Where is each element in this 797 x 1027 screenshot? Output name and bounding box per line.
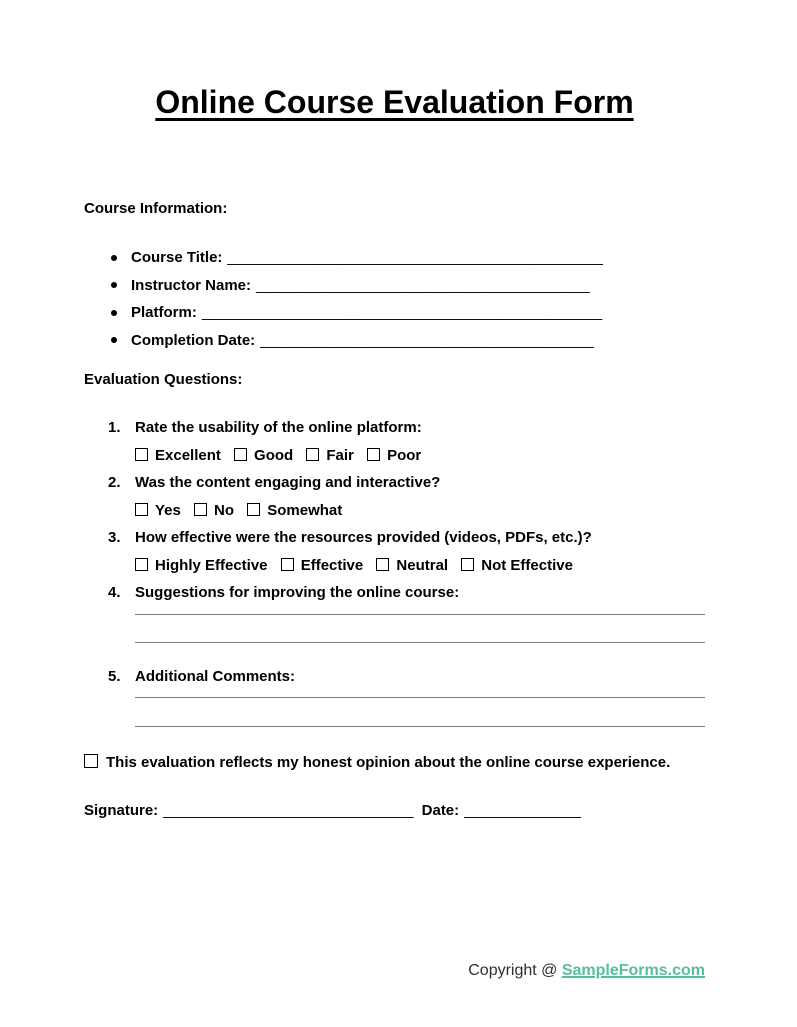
question-1-text: Rate the usability of the online platform: — [135, 419, 422, 436]
option-effective[interactable] — [281, 557, 364, 574]
date-line[interactable]: ______________ — [464, 802, 581, 819]
question-3-number: 3. — [108, 529, 121, 546]
footer — [468, 960, 705, 982]
question-4-answer-line-1[interactable] — [135, 607, 705, 615]
option-label: Highly Effective — [155, 556, 268, 574]
option-label: Fair — [326, 446, 354, 464]
question-4-number: 4. — [108, 584, 121, 601]
bullet-icon — [111, 310, 117, 316]
bullet-icon — [111, 282, 117, 288]
option-poor[interactable] — [367, 447, 421, 464]
option-somewhat[interactable] — [247, 502, 342, 519]
option-label: Neutral — [396, 556, 449, 574]
field-row-platform — [84, 299, 705, 327]
field-row-instructor-name — [84, 272, 705, 300]
declaration-row — [84, 749, 705, 777]
option-fair[interactable] — [306, 447, 354, 464]
option-label: Not Effective — [481, 556, 573, 574]
option-excellent[interactable] — [135, 447, 221, 464]
signature-label: Signature: — [84, 802, 159, 819]
evaluation-question-list — [84, 414, 705, 727]
question-5-text: Additional Comments: — [135, 667, 295, 685]
date-label: Date: — [421, 802, 460, 819]
field-row-completion-date — [84, 327, 705, 355]
option-label: Yes — [155, 501, 181, 519]
option-no[interactable] — [194, 502, 234, 519]
checkbox-icon[interactable] — [247, 503, 260, 516]
option-label: Effective — [300, 556, 364, 574]
platform-field-line[interactable]: ________________________________________________ — [201, 304, 603, 321]
declaration-text: This evaluation reflects my honest opinion about the online course experience. — [106, 753, 671, 771]
question-1-options — [84, 442, 705, 470]
question-5-answer-line-2[interactable] — [135, 698, 705, 727]
question-4 — [84, 579, 705, 607]
copyright-text: Copyright @ — [468, 962, 562, 979]
declaration-checkbox-icon[interactable] — [84, 754, 98, 768]
question-4-text: Suggestions for improving the online course: — [135, 584, 460, 601]
checkbox-icon[interactable] — [135, 503, 148, 516]
checkbox-icon[interactable] — [281, 558, 294, 571]
option-label: Poor — [387, 446, 422, 464]
question-5-answer-line-1[interactable] — [135, 690, 705, 698]
course-title-field-line[interactable]: _____________________________________________ — [227, 249, 603, 266]
question-4-answer-line-2[interactable] — [135, 615, 705, 644]
checkbox-icon[interactable] — [376, 558, 389, 571]
completion-date-field-line[interactable]: ________________________________________ — [260, 331, 594, 349]
bullet-icon — [111, 255, 117, 261]
section-heading-course-info: Course Information: — [84, 200, 228, 217]
field-row-course-title — [84, 244, 705, 272]
option-label: Excellent — [155, 446, 221, 464]
option-highly-effective[interactable] — [135, 557, 268, 574]
option-good[interactable] — [234, 447, 293, 464]
checkbox-icon[interactable] — [135, 448, 148, 461]
question-5-number: 5. — [108, 667, 121, 685]
option-label: Good — [254, 446, 294, 464]
option-label: No — [214, 501, 235, 519]
page-title: Online Course Evaluation Form — [155, 84, 634, 120]
checkbox-icon[interactable] — [135, 558, 148, 571]
question-5 — [84, 663, 705, 691]
question-1-number: 1. — [108, 419, 121, 436]
option-label: Somewhat — [267, 501, 343, 519]
question-3-options — [84, 552, 705, 580]
signature-row — [84, 797, 705, 825]
question-2-options — [84, 497, 705, 525]
option-neutral[interactable] — [376, 557, 448, 574]
field-label-completion-date: Completion Date: — [131, 331, 256, 349]
question-2-number: 2. — [108, 474, 121, 491]
instructor-name-field-line[interactable]: ________________________________________ — [256, 276, 590, 294]
checkbox-icon[interactable] — [194, 503, 207, 516]
question-3-text: How effective were the resources provided (videos, PDFs, etc.)? — [135, 529, 592, 546]
field-label-instructor-name: Instructor Name: — [131, 276, 252, 294]
question-2 — [84, 469, 705, 497]
option-not-effective[interactable] — [461, 557, 573, 574]
field-label-course-title: Course Title: — [131, 249, 223, 266]
checkbox-icon[interactable] — [367, 448, 380, 461]
field-label-platform: Platform: — [131, 304, 197, 321]
option-yes[interactable] — [135, 502, 181, 519]
section-heading-evaluation-questions: Evaluation Questions: — [84, 371, 243, 388]
checkbox-icon[interactable] — [234, 448, 247, 461]
question-3 — [84, 524, 705, 552]
checkbox-icon[interactable] — [461, 558, 474, 571]
signature-line[interactable]: ______________________________ — [163, 802, 414, 819]
question-1 — [84, 414, 705, 442]
course-info-list — [84, 244, 705, 354]
question-2-text: Was the content engaging and interactive? — [135, 474, 441, 491]
checkbox-icon[interactable] — [306, 448, 319, 461]
bullet-icon — [111, 337, 117, 343]
footer-link[interactable]: SampleForms.com — [561, 962, 705, 979]
